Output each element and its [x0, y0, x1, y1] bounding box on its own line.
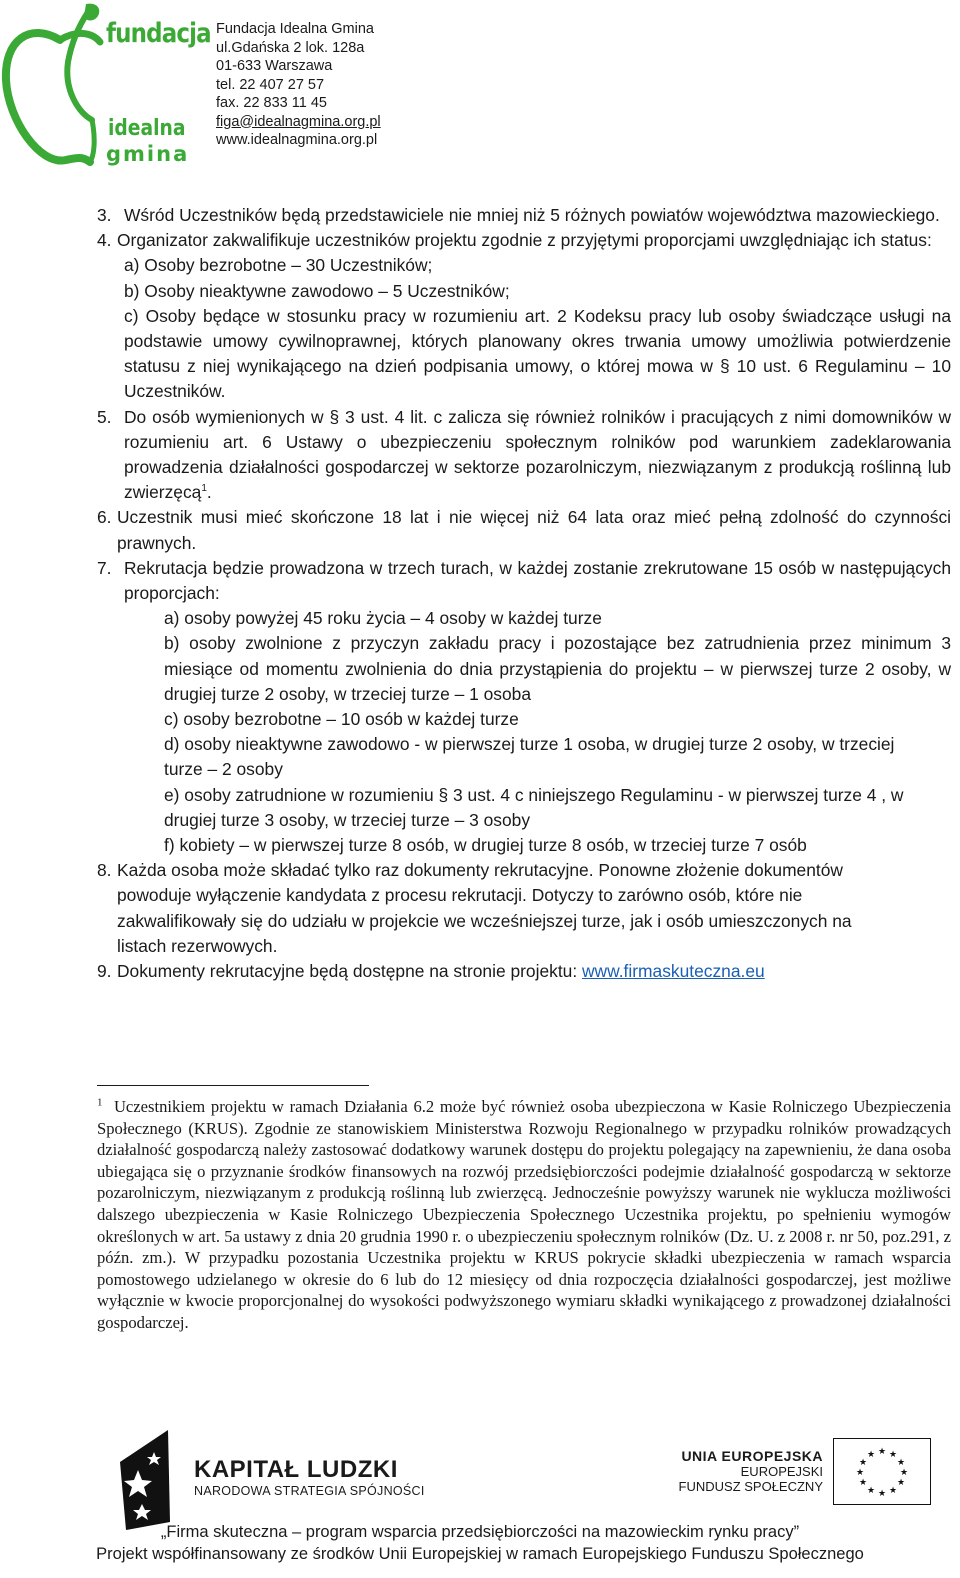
item-text-body: Do osób wymienionych w § 3 ust. 4 lit. c zalicza się również rolników i pracujących z nimi domowników w rozumieniu art. 6 Ustawy o ubezpieczeniu społecznym rolników pod warunkiem zadeklarowania prowadzenia działalności gospodarczej w sektorze pozarolniczym, niezwiązanym z produkcją roślinną lub zwierzęcą [124, 406, 951, 503]
item-number: 3. [97, 205, 112, 225]
svg-text:★: ★ [888, 1450, 898, 1460]
logo-word-idealna: idealna [108, 116, 186, 141]
footnote-number: 1 [97, 1096, 103, 1109]
list-item-3 [97, 203, 951, 228]
sub-item-7d: d) osoby nieaktywne zawodowo - w pierwszej turze 1 osoba, w drugiej turze 2 osoby, w trzeciej turze – 2 osoby [164, 734, 895, 780]
footnote-text: Uczestnikiem projektu w ramach Działania 6.2 może być również osoba ubezpieczona w Kasie Rolniczego Ubezpieczenia Społecznego (KRUS). Zgodnie ze stanowiskiem Ministerstwa Rozwoju Regionalnego w przypadku rolników prowadzących działalność gospodarczą należy zastosować dodatkowy warunek dostępu do projektu polegający na zapewnieniu, że dana osoba ubiegająca się o przyznanie środków finansowych na rozwój przedsiębiorczości podejmie działalność gospodarczą w sektorze pozarolniczym, niezwiązanym z produkcją roślinną lub zwierzęcą. Jednocześnie powyższy warunek nie wyklucza możliwości dalszego ubezpieczenia w Kasie Rolniczego Ubezpieczenia Społecznego Uczestnika projektu, po spełnieniu wymogów określonych w art. 5a ustawy z dnia 20 grudnia 1990 r. o ubezpieczeniu społecznym rolników (Dz. U. z 2008 r. nr 50, poz.291, z późn. zm.). W przypadku pozostania Uczestnika projektu w KRUS pokrycie składki ubezpieczenia w ramach wsparcia pomostowego udzielanego w okresie do 6 lub do 12 miesięcy od dnia rozpoczęcia działalności gospodarczej, jest możliwe wyłącznie w kwocie proporcjonalnej do wysokości podwyższonego wymiaru składki wynikającego z prowadzonej działalności gospodarczej. [97, 1097, 952, 1332]
org-fax: fax. 22 833 11 45 [216, 95, 327, 111]
footnote-separator [97, 1085, 369, 1086]
list-item-7 [97, 556, 951, 606]
list-item-6 [97, 505, 951, 555]
list-item-4 [97, 228, 951, 253]
item-text: Rekrutacja będzie prowadzona w trzech turach, w każdej zostanie zrekrutowane 15 osób w następujących proporcjach: [124, 557, 951, 604]
list-item-5 [97, 405, 951, 506]
sub-item-4a: a) Osoby bezrobotne – 30 Uczestników; [124, 255, 433, 276]
eu-label [679, 1448, 823, 1494]
svg-text:★: ★ [866, 1450, 876, 1460]
item-number: 4. [97, 230, 112, 251]
project-name: „Firma skuteczna – program wsparcia przedsiębiorczości na mazowieckim rynku pracy” [160, 1523, 800, 1541]
foundation-logo [0, 0, 211, 175]
kapital-ludzki-subtitle: NARODOWA STRATEGIA SPÓJNOŚCI [194, 1484, 425, 1498]
item-number: 5. [97, 406, 112, 427]
footnote-ref[interactable]: 1 [201, 483, 207, 495]
svg-text:★: ★ [896, 1458, 906, 1468]
logo-word-fundacja: fundacja [106, 18, 211, 49]
contact-block [216, 20, 381, 150]
item-text: Uczestnik musi mieć skończone 18 lat i nie więcej niż 64 lata oraz mieć pełną zdolność do czynności prawnych. [117, 507, 951, 553]
item-text [117, 959, 951, 984]
email-link[interactable]: figa@idealnagmina.org.pl [216, 113, 381, 130]
item-number: 6. [97, 507, 112, 528]
regulation-content [97, 203, 951, 984]
org-address: ul.Gdańska 2 lok. 128a [216, 39, 365, 56]
org-website: www.idealnagmina.org.pl [216, 132, 378, 148]
list-item-9 [97, 959, 951, 984]
svg-text:★: ★ [899, 1468, 909, 1478]
item-number: 8. [97, 860, 112, 881]
eu-line-2: EUROPEJSKI [740, 1464, 823, 1479]
sub-item-7f: f) kobiety – w pierwszej turze 8 osób, w drugiej turze 8 osób, w trzeciej turze 7 osób [164, 835, 807, 856]
svg-text:★: ★ [896, 1478, 906, 1488]
eu-line-1: UNIA EUROPEJSKA [681, 1448, 823, 1464]
cofinancing-note: Projekt współfinansowany ze środków Unii Europejskiej w ramach Europejskiego Funduszu Społecznego [96, 1545, 864, 1563]
svg-text:★: ★ [866, 1486, 876, 1496]
list-item-8 [97, 858, 951, 959]
org-phone: tel. 22 407 27 57 [216, 76, 325, 93]
item-text: Wśród Uczestników będą przedstawiciele nie mniej niż 5 różnych powiatów województwa mazowieckiego. [124, 205, 940, 225]
kapital-ludzki-title: KAPITAŁ LUDZKI [194, 1456, 398, 1483]
logo-word-gmina: gmina [106, 142, 190, 166]
item-text: Każda osoba może składać tylko raz dokumenty rekrutacyjne. Ponowne złożenie dokumentów powoduje wyłączenie kandydata z procesu rekrutacji. Dotyczy to zarówno osób, które nie zakwalifikowały się do udziału w projekcie we wcześniejszej turze, jak i osób umieszczonych na listach rezerwowych. [117, 860, 852, 956]
item-text-end: . [206, 482, 212, 503]
sub-item-7e: e) osoby zatrudnione w rozumieniu § 3 ust. 4 c niniejszego Regulaminu - w pierwszej turze 4 , w drugiej turze 3 osoby, w trzeciej turze – 3 osoby [164, 784, 904, 830]
item-text-body: Dokumenty rekrutacyjne będą dostępne na stronie projektu: [117, 961, 582, 982]
item-text [124, 405, 951, 506]
item-number: 9. [97, 961, 112, 982]
svg-text:★: ★ [858, 1458, 868, 1468]
sub-item-4c: c) Osoby będące w stosunku pracy w rozumieniu art. 2 Kodeksu pracy lub osoby świadczące usługi na podstawie umowy cywilnoprawnej, których planowany okres trwania umowy umożliwia potwierdzenie statusu z niej wynikającego na dzień podpisania umowy, o której mowa w § 10 ust. 6 Regulaminu – 10 Uczestników. [124, 305, 951, 402]
svg-text:★: ★ [855, 1468, 865, 1478]
sub-item-7b: b) osoby zwolnione z przyczyn zakładu pracy i pozostające bez zatrudnienia przez minimum 3 miesiące od momentu zwolnienia do dnia przystąpienia do projektu – w pierwszej turze 2 osoby, w drugiej turze 2 osoby, w trzeciej turze – 1 osoba [164, 633, 951, 704]
svg-text:★: ★ [877, 1447, 887, 1457]
svg-text:★: ★ [888, 1486, 898, 1496]
eu-flag-icon [833, 1438, 931, 1505]
org-name: Fundacja Idealna Gmina [216, 21, 374, 37]
svg-text:★: ★ [858, 1478, 868, 1488]
sub-item-4b: b) Osoby nieaktywne zawodowo – 5 Uczestników; [124, 280, 510, 301]
sub-item-7a: a) osoby powyżej 45 roku życia – 4 osoby w każdej turze [164, 608, 602, 629]
item-number: 7. [97, 557, 112, 578]
eu-line-3: FUNDUSZ SPOŁECZNY [678, 1479, 823, 1494]
org-city: 01-633 Warszawa [216, 58, 333, 74]
project-website-link[interactable]: www.firmaskuteczna.eu [582, 961, 765, 982]
sub-item-7c: c) osoby bezrobotne – 10 osób w każdej turze [164, 709, 519, 730]
footnote [97, 1096, 951, 1334]
item-text: Organizator zakwalifikuje uczestników projektu zgodnie z przyjętymi proporcjami uwzględniając ich status: [117, 230, 932, 251]
svg-text:★: ★ [877, 1489, 887, 1499]
